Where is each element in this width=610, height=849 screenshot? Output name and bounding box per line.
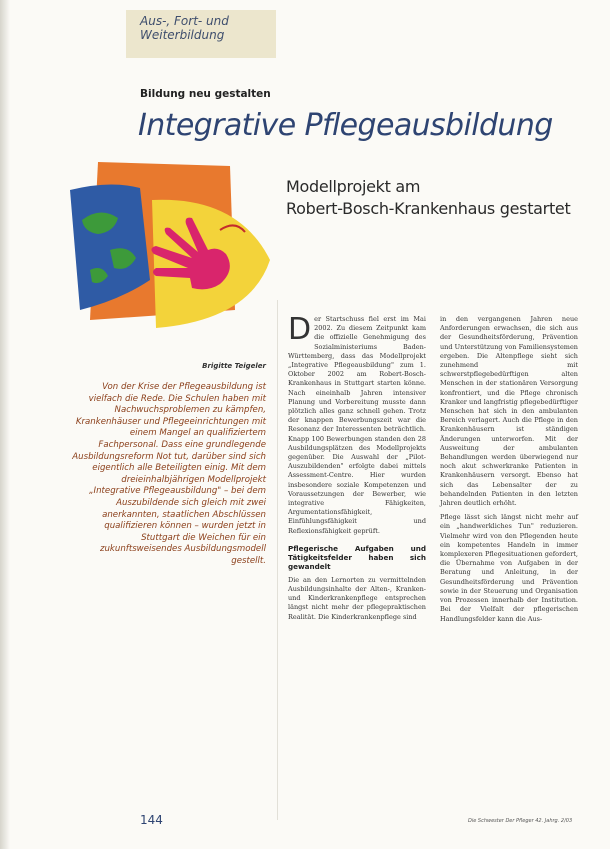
body-column-2 [440,315,578,629]
article-lead: Von der Krise der Pflegeausbildung ist vielfach die Rede. Die Schulen haben mit Nachwuchsproblemen zu kämpfen, Krankenhäuser und Pflegeeinrichtungen mit einem Mangel an qualifiziertem Fachpersonal. Dass eine grundlegende Ausbildungsreform Not tut, darüber sind sich eigentlich alle Beteiligten einig. Mit dem dreieinhalbjährigen Modellprojekt „Integrative Pflegeausbildung" – bei dem Auszubildende sich gleich mit zwei anerkannten, staatlichen Abschlüssen qualifizieren können – wurden jetzt in Stuttgart die Weichen für ein zukunftsweisendes Ausbildungsmodell gestellt. [72,382,266,566]
journal-footer: Die Schwester Der Pfleger 42. Jahrg. 2/03 [468,818,573,824]
body-column-1 [288,312,426,627]
body-paragraph: in den vergangenen Jahren neue Anforderungen erwachsen, die sich aus der Gesundheitsförderung, Prävention und Unterstützung von Familiensystemen ergeben. Die Altenpflege sieht sich zunehmend mit schwerstpflegebedürftigen alten Menschen in der stationären Versorgung konfrontiert, und die Pflege chronisch Kranker und langfristig pflegebedürftiger Menschen hat sich in den ambulanten Bereich verlagert. Auch die Pflege in den Krankenhäusern ist ständigen Änderungen unterworfen. Mit der Ausweitung der ambulanten Behandlungen werden überwiegend nur noch akut schwerkranke Patienten in Krankenhäusern versorgt. Ebenso hat sich das Lebensalter der zu behandelnden Patienten in den letzten Jahren deutlich erhöht. [440,315,578,508]
section-heading: Pflegerische Aufgaben und Tätigkeitsfelder haben sich gewandelt [288,543,426,571]
article-author: Brigitte Teigeler [202,362,266,370]
article-subtitle [286,176,570,220]
paragraph-text: er Startschuss fiel erst im Mai 2002. Zu diesem Zeitpunkt kam die offizielle Genehmigung des Sozialministeriums Baden-Württemberg, dass das Modellprojekt „Integrative Pflegeausbildung" zum 1. Oktober 2002 am Robert-Bosch-Krankenhaus in Stuttgart starten könne. Nach eineinhalb Jahren intensiver Planung und Vorbereitung musste dann plötzlich alles ganz schnell gehen. Trotz der knappen Bewerbungszeit war die Resonanz der Interessenten beträchtlich. Knapp 100 Bewerbungen standen den 28 Ausbildungsplätzen des Modellprojekts gegenüber. Die Auswahl der „Pilot-Auszubildenden" erfolgte dabei mittels Assessment-Centre. Hier wurden insbesondere soziale Kompetenzen und Voraussetzungen der Bewerber, wie integrative Fähigkeiten, Argumentationsfähigkeit, Einfühlungsfähigkeit und Reflexionsfähigkeit geprüft. [288,315,426,535]
drop-cap: D [288,312,312,347]
article-kicker: Bildung neu gestalten [140,88,271,100]
page-number: 144 [140,813,163,827]
hands-globe-icon [70,160,280,350]
subtitle-line-2: Robert-Bosch-Krankenhaus gestartet [286,199,571,218]
section-label: Aus-, Fort- und Weiterbildung [140,14,229,42]
subtitle-line-1: Modellprojekt am [286,177,421,196]
binding-shadow [0,0,10,849]
column-gutter [277,300,278,820]
body-paragraph [288,312,426,536]
article-title: Integrative Pflegeausbildung [138,108,553,143]
body-paragraph: Pflege lässt sich längst nicht mehr auf ein „handwerkliches Tun" reduzieren. Vielmehr wird von den Pflegenden heute ein kompetentes Handeln in immer komplexeren Pflegesituationen gefordert, die Übernahme von Aufgaben in der Beratung und Anleitung, in der Gesundheitsförderung und Prävention sowie in der Steuerung und Organisation von Prozessen innerhalb der Institution. Bei der Vielfalt der pflegerischen Handlungsfelder kann die Aus- [440,513,578,623]
body-paragraph: Die an den Lernorten zu vermittelnden Ausbildungsinhalte der Alten-, Kranken- und Kinderkrankenpflege entsprechen längst nicht mehr der pflegepraktischen Realität. Die Kinderkrankenpflege sind [288,575,426,621]
